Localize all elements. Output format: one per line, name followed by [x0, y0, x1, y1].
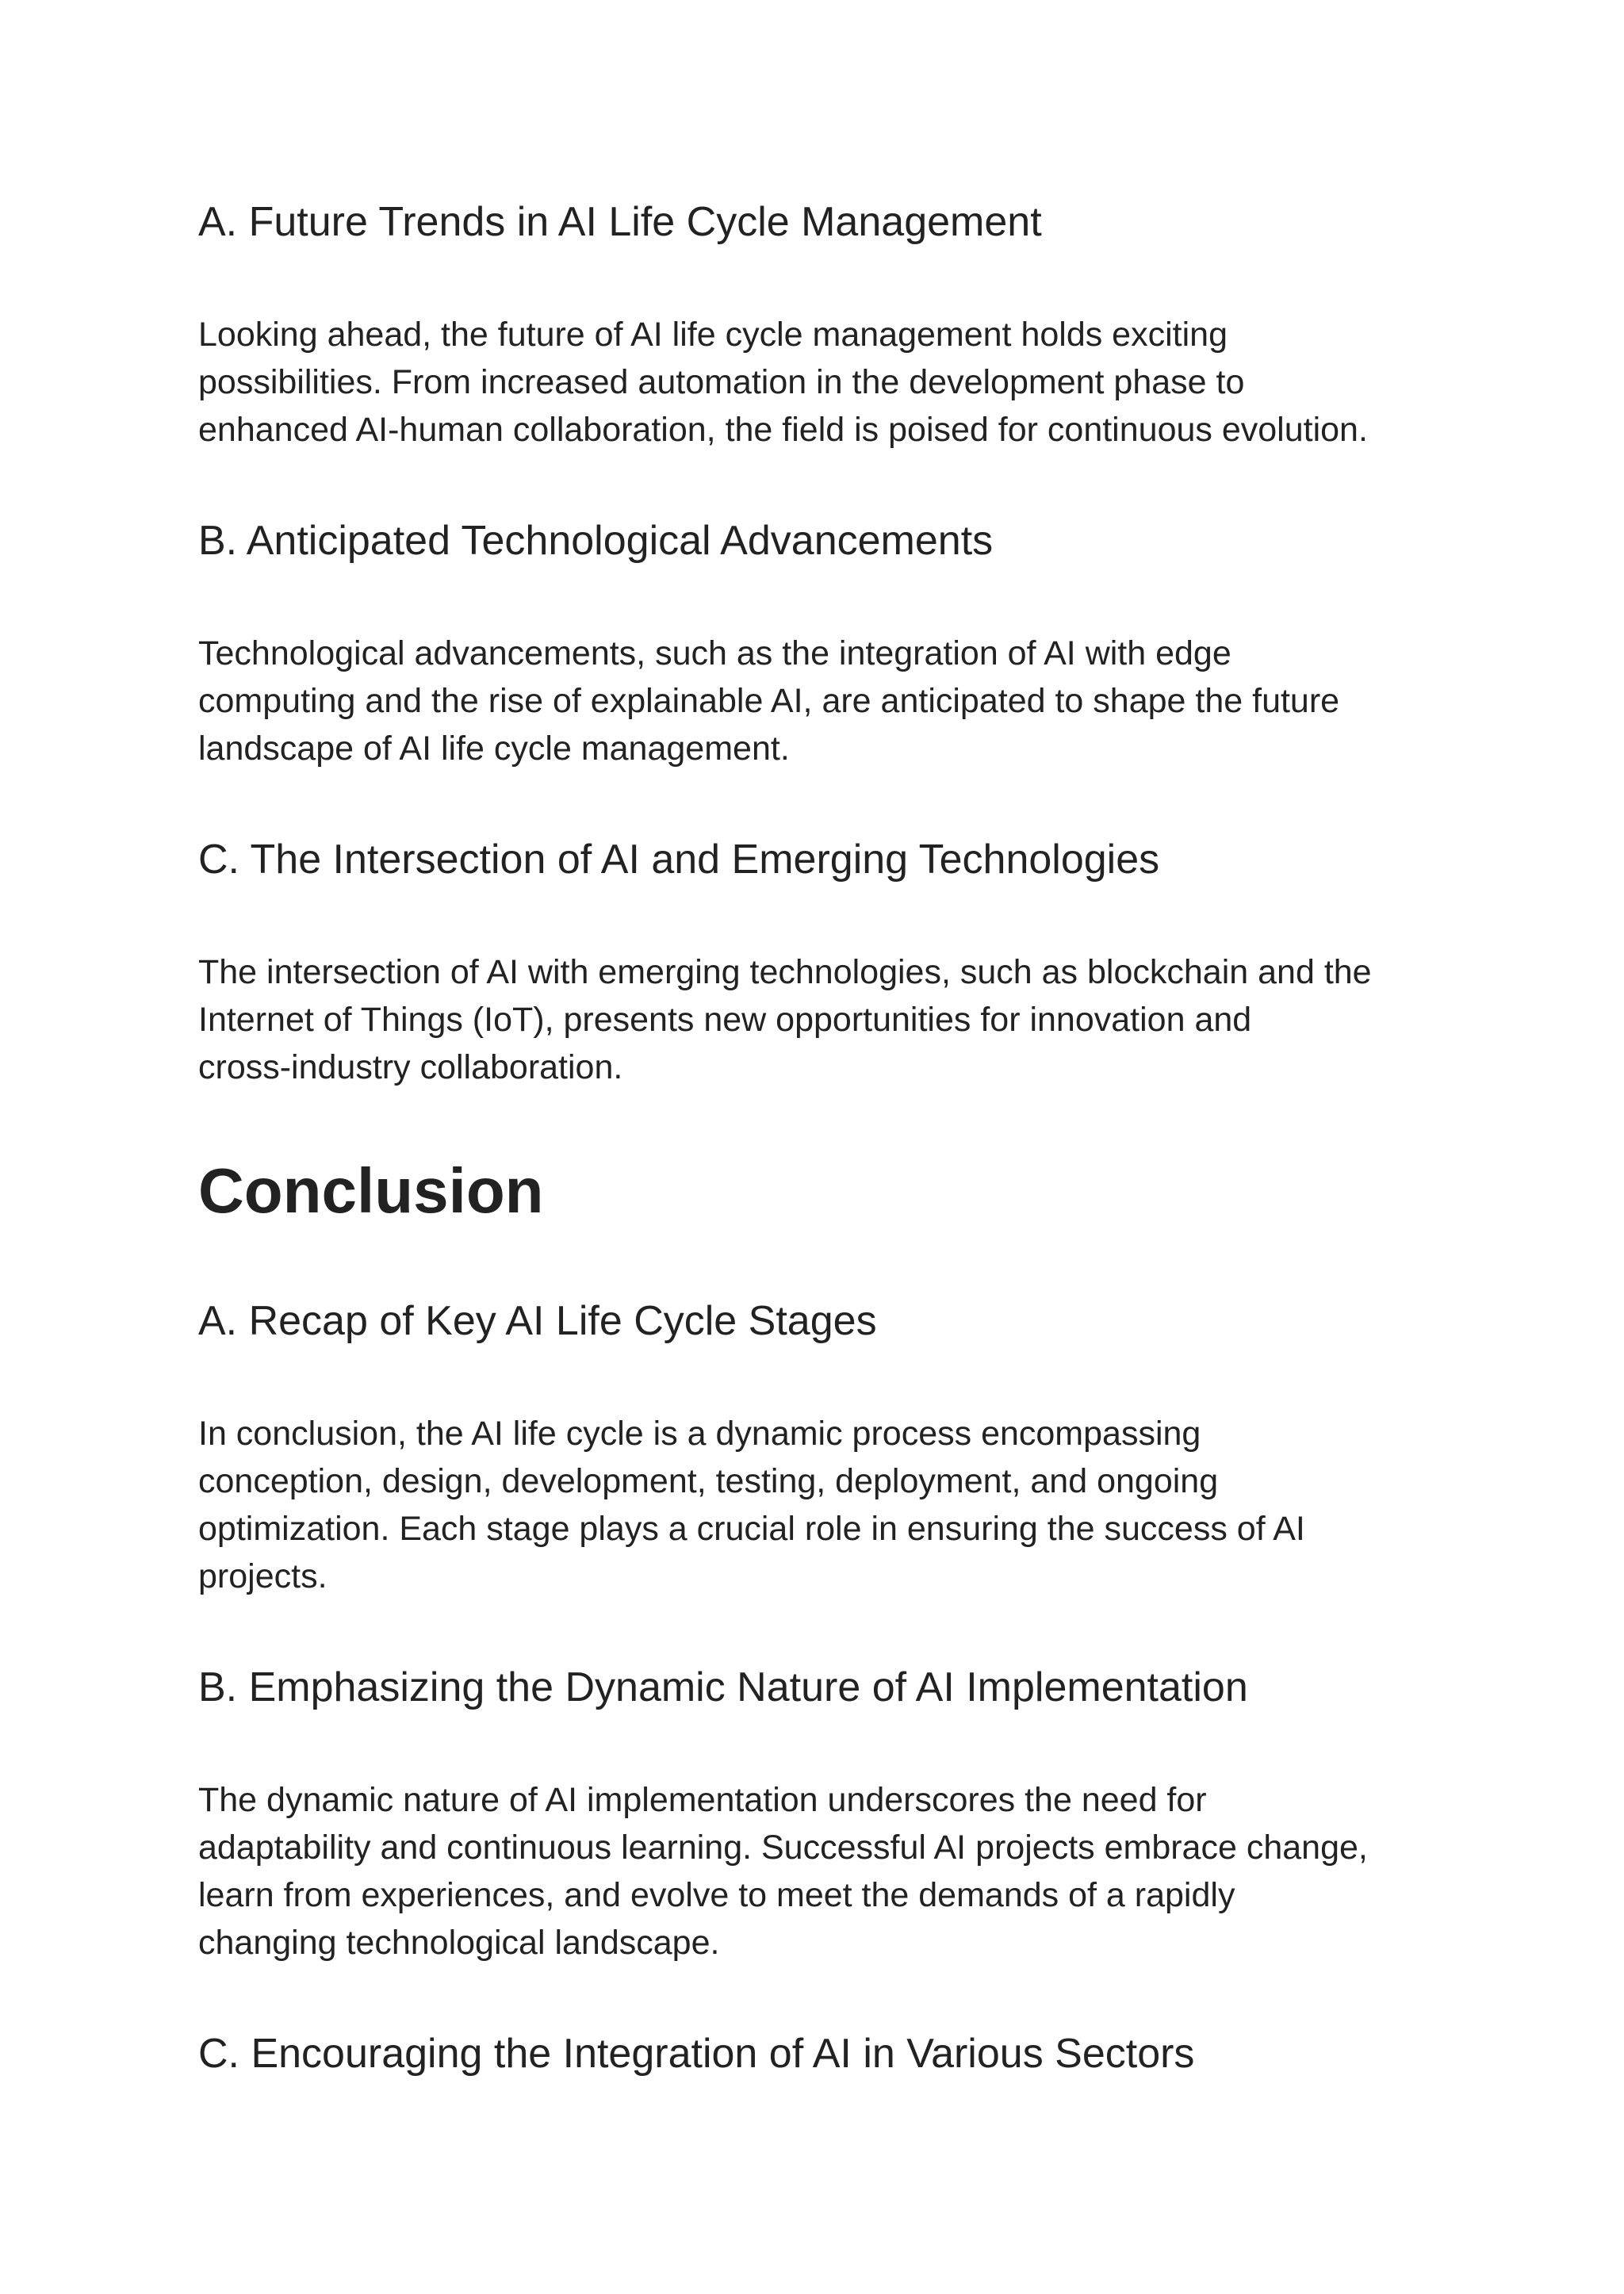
paragraph-line: Looking ahead, the future of AI life cycle management holds exciting: [198, 316, 1228, 354]
paragraph-line: Technological advancements, such as the integration of AI with edge: [198, 634, 1231, 672]
heading-tech-advancements: B. Anticipated Technological Advancements: [198, 518, 994, 564]
paragraph-line: optimization. Each stage plays a crucial role in ensuring the success of AI: [198, 1510, 1305, 1548]
paragraph-line: The intersection of AI with emerging technologies, such as blockchain and the: [198, 953, 1372, 991]
heading-future-trends: A. Future Trends in AI Life Cycle Management: [198, 199, 1042, 245]
paragraph-tech-advancements: [198, 630, 1435, 772]
heading-integration: C. Encouraging the Integration of AI in Various Sectors: [198, 2031, 1195, 2077]
paragraph-line: possibilities. From increased automation in the development phase to: [198, 363, 1245, 401]
heading-intersection: C. The Intersection of AI and Emerging Technologies: [198, 837, 1160, 883]
paragraph-line: learn from experiences, and evolve to meet the demands of a rapidly: [198, 1876, 1235, 1914]
paragraph-recap: [198, 1410, 1435, 1600]
paragraph-line: The dynamic nature of AI implementation underscores the need for: [198, 1781, 1207, 1819]
paragraph-line: Internet of Things (IoT), presents new opportunities for innovation and: [198, 1001, 1252, 1039]
heading-recap: A. Recap of Key AI Life Cycle Stages: [198, 1298, 877, 1344]
paragraph-line: landscape of AI life cycle management.: [198, 730, 790, 768]
paragraph-dynamic-nature: [198, 1776, 1435, 1967]
paragraph-line: changing technological landscape.: [198, 1924, 720, 1962]
paragraph-line: conception, design, development, testing, deployment, and ongoing: [198, 1462, 1219, 1500]
paragraph-future-trends: [198, 311, 1435, 454]
paragraph-line: enhanced AI-human collaboration, the field is poised for continuous evolution.: [198, 411, 1368, 449]
heading-conclusion: Conclusion: [198, 1155, 544, 1226]
paragraph-line: adaptability and continuous learning. Successful AI projects embrace change,: [198, 1829, 1368, 1867]
paragraph-line: computing and the rise of explainable AI, are anticipated to shape the future: [198, 682, 1340, 720]
paragraph-line: projects.: [198, 1557, 327, 1595]
paragraph-line: cross-industry collaboration.: [198, 1048, 623, 1086]
paragraph-intersection: [198, 948, 1435, 1091]
paragraph-line: In conclusion, the AI life cycle is a dynamic process encompassing: [198, 1415, 1201, 1453]
heading-dynamic-nature: B. Emphasizing the Dynamic Nature of AI Implementation: [198, 1664, 1248, 1710]
